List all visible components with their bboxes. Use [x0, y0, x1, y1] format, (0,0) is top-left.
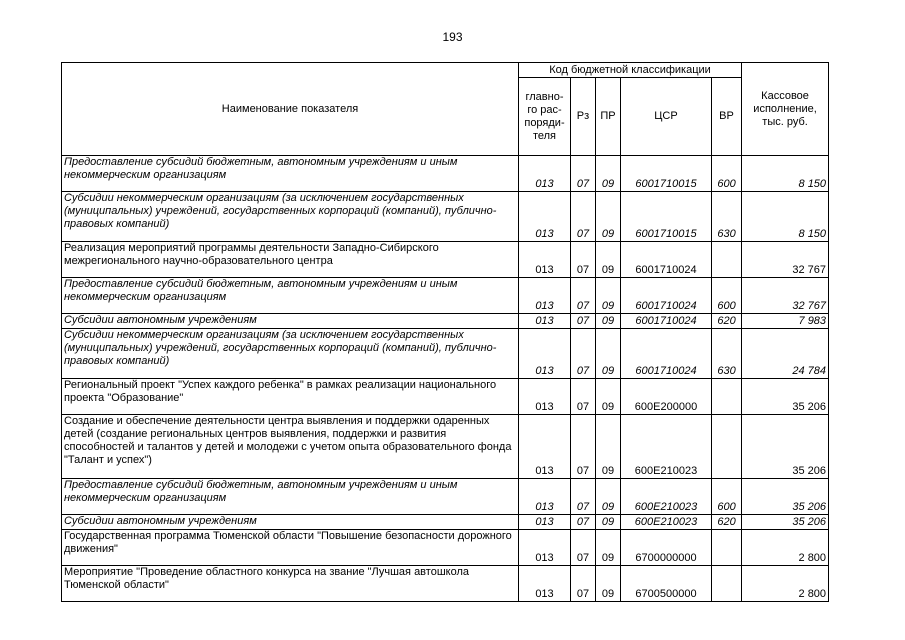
row-vr-cell: 600	[712, 156, 742, 192]
page-number: 193	[442, 30, 463, 44]
row-pr-cell: 09	[596, 314, 621, 329]
row-vr-cell: 620	[712, 515, 742, 530]
row-amount-cell: 7 983	[742, 314, 829, 329]
table-row	[62, 415, 829, 479]
row-csr-cell: 600E210023	[621, 479, 712, 515]
table-row	[62, 515, 829, 530]
table-row	[62, 329, 829, 379]
row-name-cell: Государственная программа Тюменской области "Повышение безопасности дорожного движения"	[62, 530, 519, 566]
budget-table	[61, 62, 829, 602]
row-pr-cell: 09	[596, 156, 621, 192]
row-glava-cell: 013	[519, 415, 571, 479]
row-csr-cell: 6001710015	[621, 192, 712, 242]
header-csr: ЦСР	[621, 78, 712, 156]
row-csr-cell: 6001710015	[621, 156, 712, 192]
row-pr-cell: 09	[596, 379, 621, 415]
header-row-1	[62, 63, 829, 78]
row-pr-cell: 09	[596, 566, 621, 602]
row-name-cell: Предоставление субсидий бюджетным, автономным учреждениям и иным некоммерческим организациям	[62, 479, 519, 515]
row-rz-cell: 07	[571, 278, 596, 314]
row-glava-cell: 013	[519, 515, 571, 530]
row-name-cell: Региональный проект "Успех каждого ребенка" в рамках реализации национального проекта "Образование"	[62, 379, 519, 415]
row-rz-cell: 07	[571, 314, 596, 329]
header-classification-group: Код бюджетной классификации	[519, 63, 742, 78]
row-csr-cell: 6001710024	[621, 314, 712, 329]
row-csr-cell: 600E200000	[621, 379, 712, 415]
row-amount-cell: 32 767	[742, 242, 829, 278]
table-row	[62, 278, 829, 314]
row-name-cell: Субсидии автономным учреждениям	[62, 314, 519, 329]
row-vr-cell	[712, 566, 742, 602]
row-vr-cell	[712, 530, 742, 566]
table-row	[62, 156, 829, 192]
table-row	[62, 479, 829, 515]
row-vr-cell: 630	[712, 192, 742, 242]
row-rz-cell: 07	[571, 415, 596, 479]
row-glava-cell: 013	[519, 242, 571, 278]
row-name-cell: Предоставление субсидий бюджетным, автономным учреждениям и иным некоммерческим организациям	[62, 156, 519, 192]
row-csr-cell: 6700000000	[621, 530, 712, 566]
row-vr-cell: 600	[712, 278, 742, 314]
row-csr-cell: 600E210023	[621, 515, 712, 530]
row-vr-cell: 620	[712, 314, 742, 329]
table-row	[62, 192, 829, 242]
row-name-cell: Реализация мероприятий программы деятельности Западно-Сибирского межрегионального научно-образовательного центра	[62, 242, 519, 278]
row-glava-cell: 013	[519, 379, 571, 415]
row-csr-cell: 6001710024	[621, 329, 712, 379]
row-name-cell: Субсидии некоммерческим организациям (за исключением государственных (муниципальных) учреждений, государственных корпораций (компаний), публично-правовых компаний)	[62, 329, 519, 379]
row-pr-cell: 09	[596, 242, 621, 278]
table-row	[62, 379, 829, 415]
row-pr-cell: 09	[596, 278, 621, 314]
row-rz-cell: 07	[571, 242, 596, 278]
row-pr-cell: 09	[596, 192, 621, 242]
row-amount-cell: 2 800	[742, 530, 829, 566]
row-csr-cell: 6001710024	[621, 278, 712, 314]
row-rz-cell: 07	[571, 515, 596, 530]
row-amount-cell: 8 150	[742, 192, 829, 242]
row-vr-cell	[712, 379, 742, 415]
header-vr: ВР	[712, 78, 742, 156]
row-amount-cell: 35 206	[742, 515, 829, 530]
row-name-cell: Создание и обеспечение деятельности центра выявления и поддержки одаренных детей (создание региональных центров выявления, поддержки и развития способностей и талантов у детей и молодежи с учетом опыта образовательного фонда "Талант и успех")	[62, 415, 519, 479]
row-vr-cell: 600	[712, 479, 742, 515]
header-glava: главно- го рас- поряди- теля	[519, 78, 571, 156]
row-glava-cell: 013	[519, 314, 571, 329]
header-name: Наименование показателя	[62, 63, 519, 156]
row-rz-cell: 07	[571, 479, 596, 515]
row-rz-cell: 07	[571, 192, 596, 242]
row-glava-cell: 013	[519, 479, 571, 515]
row-rz-cell: 07	[571, 530, 596, 566]
row-rz-cell: 07	[571, 156, 596, 192]
row-vr-cell	[712, 415, 742, 479]
row-name-cell: Субсидии некоммерческим организациям (за исключением государственных (муниципальных) учреждений, государственных корпораций (компаний), публично-правовых компаний)	[62, 192, 519, 242]
row-csr-cell: 6700500000	[621, 566, 712, 602]
row-amount-cell: 8 150	[742, 156, 829, 192]
row-glava-cell: 013	[519, 329, 571, 379]
table-row	[62, 242, 829, 278]
header-pr: ПР	[596, 78, 621, 156]
table-row	[62, 314, 829, 329]
row-vr-cell: 630	[712, 329, 742, 379]
row-rz-cell: 07	[571, 566, 596, 602]
row-csr-cell: 6001710024	[621, 242, 712, 278]
row-glava-cell: 013	[519, 530, 571, 566]
row-pr-cell: 09	[596, 515, 621, 530]
row-amount-cell: 35 206	[742, 379, 829, 415]
row-glava-cell: 013	[519, 192, 571, 242]
row-rz-cell: 07	[571, 329, 596, 379]
row-name-cell: Субсидии автономным учреждениям	[62, 515, 519, 530]
row-pr-cell: 09	[596, 479, 621, 515]
row-amount-cell: 32 767	[742, 278, 829, 314]
row-amount-cell: 35 206	[742, 479, 829, 515]
row-pr-cell: 09	[596, 329, 621, 379]
row-amount-cell: 24 784	[742, 329, 829, 379]
header-rz: Рз	[571, 78, 596, 156]
row-amount-cell: 2 800	[742, 566, 829, 602]
row-amount-cell: 35 206	[742, 415, 829, 479]
row-vr-cell	[712, 242, 742, 278]
row-csr-cell: 600E210023	[621, 415, 712, 479]
row-pr-cell: 09	[596, 530, 621, 566]
table-row	[62, 530, 829, 566]
table-body	[62, 156, 829, 602]
row-glava-cell: 013	[519, 156, 571, 192]
row-pr-cell: 09	[596, 415, 621, 479]
row-glava-cell: 013	[519, 566, 571, 602]
header-amount: Кассовое исполнение, тыс. руб.	[742, 63, 829, 156]
row-rz-cell: 07	[571, 379, 596, 415]
table-row	[62, 566, 829, 602]
row-glava-cell: 013	[519, 278, 571, 314]
row-name-cell: Предоставление субсидий бюджетным, автономным учреждениям и иным некоммерческим организациям	[62, 278, 519, 314]
row-name-cell: Мероприятие "Проведение областного конкурса на звание "Лучшая автошкола Тюменской области"	[62, 566, 519, 602]
